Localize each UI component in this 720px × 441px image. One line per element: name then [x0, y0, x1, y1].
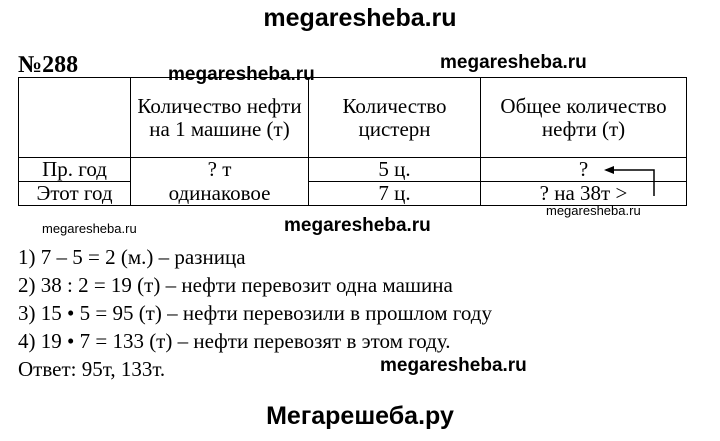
total-cell [481, 158, 687, 182]
watermark-small: megaresheba.ru [440, 52, 587, 73]
watermark-top: megaresheba.ru [263, 4, 457, 32]
watermark-tiny: megaresheba.ru [42, 221, 137, 236]
answer-line: Ответ: 95т, 133т. [18, 357, 166, 381]
row-label: Этот год [19, 182, 131, 206]
table-header-cell: Количество цистерн [309, 78, 481, 158]
data-table [18, 77, 687, 206]
table-header-row [19, 78, 687, 158]
task-number: №288 [18, 52, 79, 78]
watermark-tiny: megaresheba.ru [546, 203, 641, 218]
total-value: ? [578, 157, 589, 181]
solution-line: 1) 7 – 5 = 2 (м.) – разница [18, 245, 246, 269]
watermark-small: megaresheba.ru [168, 64, 315, 85]
table-header-cell [19, 78, 131, 158]
per-truck-cell: ? т [131, 158, 309, 182]
total-value: ? на 38т > [539, 181, 628, 205]
table-header-cell: Общее количество нефти (т) [481, 78, 687, 158]
trucks-cell: 7 ц. [309, 182, 481, 206]
table-row [19, 158, 687, 182]
per-truck-cell: одинаковое [131, 182, 309, 206]
table-header-cell: Количество нефти на 1 машине (т) [131, 78, 309, 158]
total-cell [481, 182, 687, 206]
row-label: Пр. год [19, 158, 131, 182]
table-row [19, 182, 687, 206]
watermark-bottom: Мегарешеба.ру [266, 402, 454, 430]
solution-line: 2) 38 : 2 = 19 (т) – нефти перевозит одна машина [18, 273, 453, 297]
solution-line: 3) 15 • 5 = 95 (т) – нефти перевозили в прошлом году [18, 301, 492, 325]
solution-line: 4) 19 • 7 = 133 (т) – нефти перевозят в этом году. [18, 329, 451, 353]
watermark-small: megaresheba.ru [380, 355, 527, 376]
watermark-small: megaresheba.ru [284, 215, 431, 236]
trucks-cell: 5 ц. [309, 158, 481, 182]
